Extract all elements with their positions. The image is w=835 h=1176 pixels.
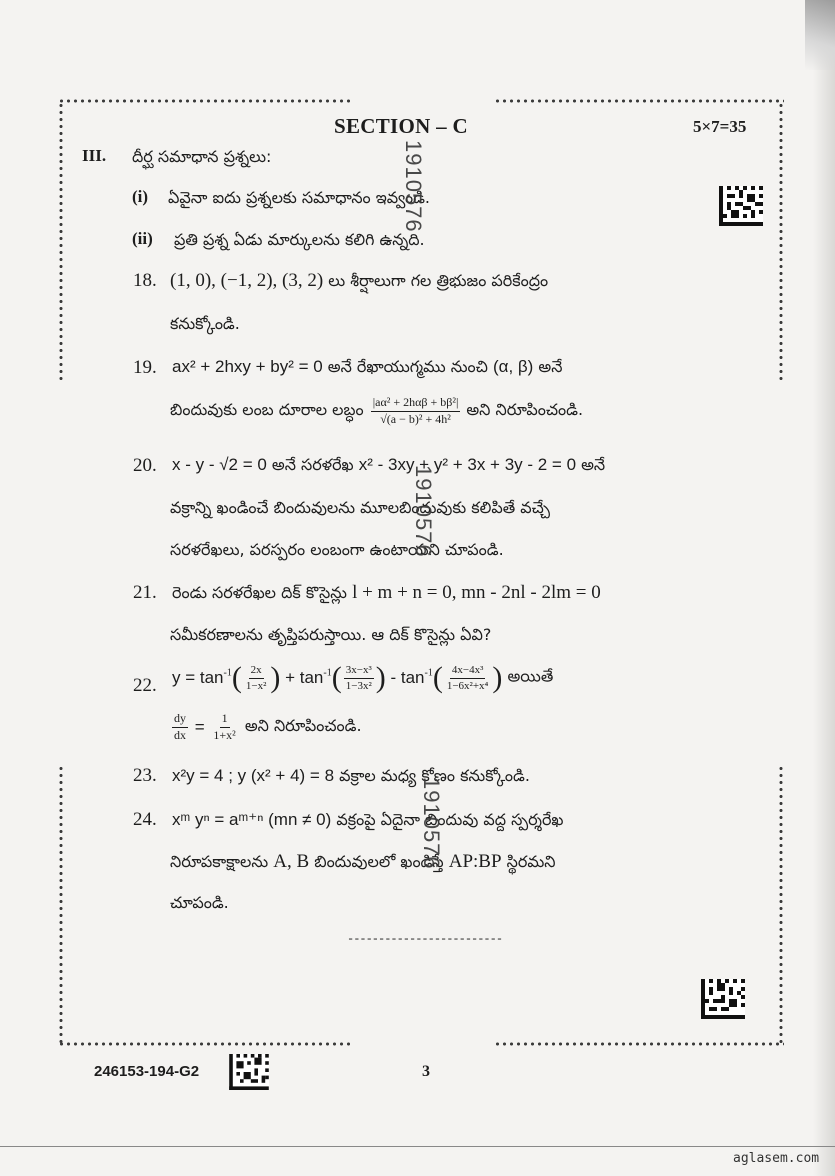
- page-edge-shadow: [813, 0, 835, 1176]
- question-number: 22.: [133, 675, 157, 696]
- q20-text-end: అనే: [576, 455, 606, 474]
- page-corner-shade: [805, 0, 835, 70]
- q24-text-2a: నిరూపకాక్షాలను: [170, 852, 274, 871]
- q18-text: లు శీర్షాలుగా గల త్రిభుజం పరికేంద్రం: [323, 271, 549, 290]
- part-number: III.: [82, 146, 107, 165]
- q19-text-3: అని నిరూపించండి.: [466, 399, 584, 419]
- section-title: SECTION – C: [334, 114, 468, 138]
- page-number: 3: [422, 1063, 430, 1080]
- q19-fraction-numerator: |aα² + 2hαβ + bβ²|: [371, 396, 461, 412]
- border-top-right: [494, 98, 784, 104]
- q22-lhs: y = tan: [172, 668, 224, 687]
- question-number: 21.: [133, 582, 157, 603]
- question-19-line2: [170, 396, 583, 427]
- q19-point: (α, β): [492, 357, 534, 376]
- q22-f3-denominator: 1−6x²+x⁴: [446, 679, 489, 692]
- q22-result-denominator: 1+x²: [213, 727, 236, 742]
- watermark-code: 1910576: [411, 465, 436, 558]
- border-left-lower: [58, 765, 64, 1045]
- q22-text-2: అని నిరూపించండి.: [239, 715, 362, 735]
- q20-text: అనే సరళరేఖ: [266, 455, 359, 474]
- question-number: 23.: [133, 765, 157, 786]
- site-watermark: aglasem.com: [733, 1151, 820, 1166]
- question-22-line2: [172, 712, 362, 743]
- q21-text: రెండు సరళరేఖల దిక్ కొసైన్లు: [172, 583, 353, 602]
- q18-text-line2: కనుక్కోండి.: [170, 314, 240, 333]
- q19-fraction: [371, 396, 461, 427]
- q22-equals: =: [190, 717, 210, 737]
- q22-result-numerator: 1: [220, 712, 230, 728]
- border-left-upper: [58, 102, 64, 382]
- q22-fraction-3: [445, 664, 491, 692]
- q20-text-line3: సరళరేఖలు, పరస్పరం లంబంగా ఉంటాయని చూపండి.: [170, 540, 504, 559]
- q21-equations: l + m + n = 0, mn - 2nl - 2lm = 0: [352, 582, 601, 603]
- q24-points: A, B: [273, 851, 310, 872]
- question-22: [172, 663, 553, 693]
- question-number: 24.: [133, 809, 157, 830]
- question-number: 20.: [133, 455, 157, 476]
- paper-code: 246153-194-G2: [94, 1063, 200, 1080]
- question-21: [172, 582, 601, 606]
- question-18: [170, 270, 548, 294]
- q22-f2-denominator: 1−3x²: [345, 679, 372, 692]
- q18-vertices: (1, 0), (−1, 2), (3, 2): [170, 270, 324, 291]
- border-bottom-right: [494, 1041, 784, 1047]
- qr-code-top-icon: [719, 186, 763, 226]
- q22-f3-numerator: 4x−4x³: [450, 664, 486, 679]
- section-marks: 5×7=35: [693, 117, 747, 136]
- watermark-code: 1910576: [419, 777, 444, 870]
- q24-text-line3: చూపండి.: [170, 893, 229, 912]
- q22-fraction-1: [244, 664, 269, 692]
- q19-pair-equation: ax² + 2hxy + by² = 0: [172, 357, 323, 376]
- left-paren: (: [331, 661, 342, 694]
- q22-dx: dx: [174, 727, 186, 742]
- q24-text-2d: స్థిరమని: [501, 852, 556, 871]
- q19-text-2: బిందువుకు లంబ దూరాల లబ్ధం: [170, 399, 369, 419]
- right-paren: ): [492, 661, 503, 694]
- question-24-line2: [170, 851, 556, 875]
- qr-code-bottom-icon: [701, 979, 745, 1019]
- instruction-text: ఏవైనా ఐదు ప్రశ్నలకు సమాధానం ఇవ్వండి.: [168, 188, 430, 207]
- q20-line-equation: x - y - √2 = 0: [172, 455, 267, 474]
- q22-plus-tan: + tan: [280, 668, 324, 687]
- q19-text-end: అనే: [533, 357, 563, 376]
- q22-dy: dy: [172, 712, 188, 728]
- q24-text-2b: బిందువులలో ఖండిస్తే: [309, 852, 449, 871]
- instruction-label: (i): [132, 187, 149, 206]
- q22-inverse-3: -1: [424, 667, 433, 679]
- border-top-left: [58, 98, 350, 104]
- end-divider: -------------------------: [347, 932, 503, 946]
- q19-text: అనే రేఖాయుగ్మము నుంచి: [322, 357, 493, 376]
- q22-f2-numerator: 3x−x³: [344, 664, 374, 679]
- question-23: [172, 766, 530, 789]
- q24-text: వక్రంపై ఏదైనా బిందువు వద్ద స్పర్శరేఖ: [331, 810, 564, 829]
- q22-text: అయితే: [502, 666, 554, 686]
- question-24: [172, 810, 564, 833]
- q22-fraction-2: [344, 664, 374, 692]
- question-20: [172, 455, 605, 478]
- q19-fraction-denominator: √(a − b)² + 4h²: [380, 411, 451, 426]
- q21-text-line2: సమీకరణాలను తృప్తిపరుస్తాయి. ఆ దిక్ కొసైన్లు ఏవి?: [170, 625, 492, 644]
- q20-curve-equation: x² - 3xy + y² + 3x + 3y - 2 = 0: [358, 455, 577, 474]
- bottom-rule: [0, 1146, 835, 1147]
- q22-result: [211, 712, 237, 743]
- q24-ratio: AP:BP: [448, 851, 502, 872]
- question-number: 19.: [133, 357, 157, 378]
- left-paren: (: [231, 661, 242, 694]
- q24-curve: xᵐ yⁿ = aᵐ⁺ⁿ (mn ≠ 0): [172, 810, 332, 829]
- border-bottom-left: [58, 1041, 350, 1047]
- q23-text: వక్రాల మధ్య కోణం కనుక్కోండి.: [334, 766, 530, 785]
- watermark-code: 1910576: [401, 140, 426, 233]
- border-right-lower: [778, 765, 784, 1045]
- right-paren: ): [375, 661, 386, 694]
- q22-f1-denominator: 1−x²: [245, 679, 267, 692]
- qr-code-footer-icon: [229, 1054, 269, 1090]
- q22-derivative: [172, 712, 188, 743]
- border-right-upper: [778, 102, 784, 382]
- q22-f1-numerator: 2x: [249, 664, 264, 679]
- q23-curves: x²y = 4 ; y (x² + 4) = 8: [172, 766, 335, 785]
- q22-inverse-2: -1: [323, 667, 332, 679]
- question-19: [172, 357, 562, 380]
- q22-minus-tan: - tan: [385, 668, 425, 687]
- part-heading: దీర్ఘ సమాధాన ప్రశ్నలు:: [132, 147, 272, 166]
- instruction-text: ప్రతి ప్రశ్న ఏడు మార్కులను కలిగి ఉన్నది.: [174, 230, 425, 249]
- instruction-label: (ii): [132, 229, 153, 248]
- q20-text-line2: వక్రాన్ని ఖండించే బిందువులను మూలబిందువుకు కలిపితే వచ్చే: [170, 498, 551, 517]
- right-paren: ): [270, 661, 281, 694]
- question-number: 18.: [133, 270, 157, 291]
- q22-inverse-1: -1: [223, 667, 232, 679]
- left-paren: (: [432, 661, 443, 694]
